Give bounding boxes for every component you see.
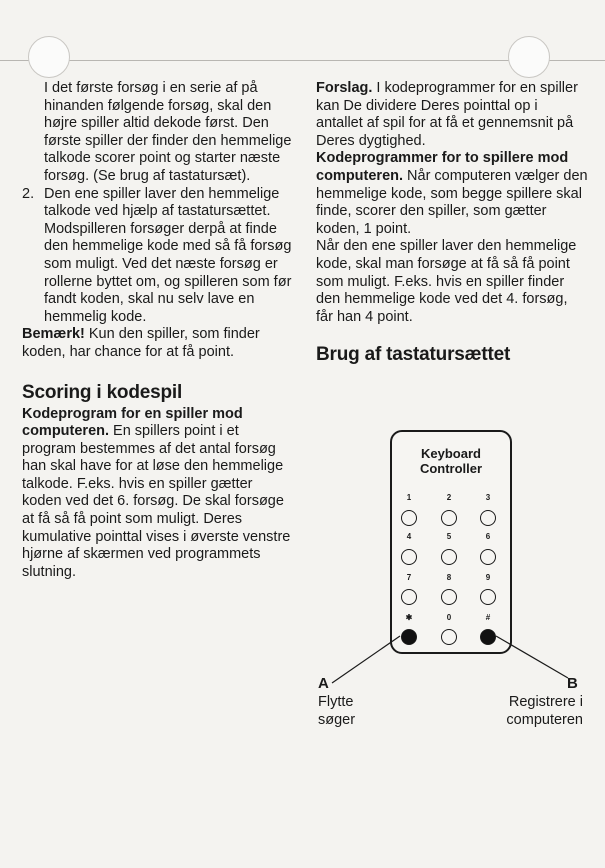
suggestion-label: Forslag.: [316, 80, 373, 96]
two-player-text: Når computeren vælger den hemmelige kode, som begge spillere skal finde, scorer den spiller, som gætter koden, 1 point.: [316, 167, 588, 237]
leader-line-a: [332, 636, 400, 683]
controller-title-line2: Controller: [419, 461, 483, 476]
key-label-8: 8: [446, 573, 452, 582]
callout-a-line2: søger: [318, 712, 356, 728]
key-label-0: 0: [446, 613, 452, 622]
key-label-7: 7: [406, 573, 412, 582]
scoring-heading: Scoring i kodespil: [22, 381, 183, 403]
callout-b-line1: Registrere i: [508, 694, 583, 710]
key-label-4: 4: [406, 532, 412, 541]
callout-a-line1: Flytte: [318, 694, 354, 710]
key-label-hash: #: [485, 613, 491, 622]
keypad-heading: Brug af tastatursættet: [316, 344, 511, 366]
note-label: Bemærk!: [22, 326, 85, 343]
two-player-paragraph-2: Når den ene spiller laver den hemmelige kode, skal man forsøge at få så få point som muligt. F.eks. hvis en spiller finder den hemmelige kode ved det 4. forsøg, får han 4 point.: [316, 238, 577, 325]
item1-continuation: I det første forsøg i en serie af på hinanden følgende forsøg, skal den højre spiller altid dekode først. Den første spiller der finder den hemmelige talkode scorer point og starter næste forsøg. (Se brug af tastatursæt).: [44, 80, 292, 184]
scoring-text: En spillers point i et program bestemmes af det antal forsøg han skal have for at løse den hemmelige talkode. F.eks. hvis en spiller gætter koden ved det 6. forsøg. De skal forsøge at få så få point som muligt. Deres kumulative pointtal vises i øverste venstre hjørne af skærmen ved programmets slutning.: [22, 423, 291, 580]
two-player-label: Kodeprogrammer for to spillere mod computeren.: [316, 150, 569, 184]
callout-b-letter: B: [567, 675, 578, 692]
suggestion-text: I kodeprogrammer for en spiller kan De dividere Deres pointtal op i antallet af spil for at få et gennemsnit på Deres dygtighed.: [316, 80, 578, 149]
key-label-5: 5: [446, 532, 452, 541]
leader-line-b: [496, 636, 568, 678]
key-label-1: 1: [406, 493, 412, 502]
key-label-6: 6: [485, 532, 491, 541]
callout-b-line2: computeren: [506, 712, 583, 728]
key-label-9: 9: [485, 573, 491, 582]
controller-title-line1: Keyboard: [421, 446, 481, 461]
item2-text: Den ene spiller laver den hemmelige talkode ved hjælp af tastatursættet. Modspilleren forsøger derpå at finde den hemmelige kode med så få forsøg som muligt. Ved det næste forsøg er rollerne byttet om, og spilleren som før fandt koden, skal nu selv lave en hemmelig kode.: [44, 185, 292, 325]
key-label-3: 3: [485, 493, 491, 502]
item2-number: 2.: [22, 185, 35, 202]
scoring-subheading: Kodeprogram for en spiller mod computeren.: [22, 405, 243, 440]
key-label-2: 2: [446, 493, 452, 502]
note-text: Kun den spiller, som finder koden, har chance for at få point.: [22, 326, 260, 360]
callout-a-letter: A: [318, 675, 329, 692]
key-label-star: ✱: [405, 613, 413, 622]
